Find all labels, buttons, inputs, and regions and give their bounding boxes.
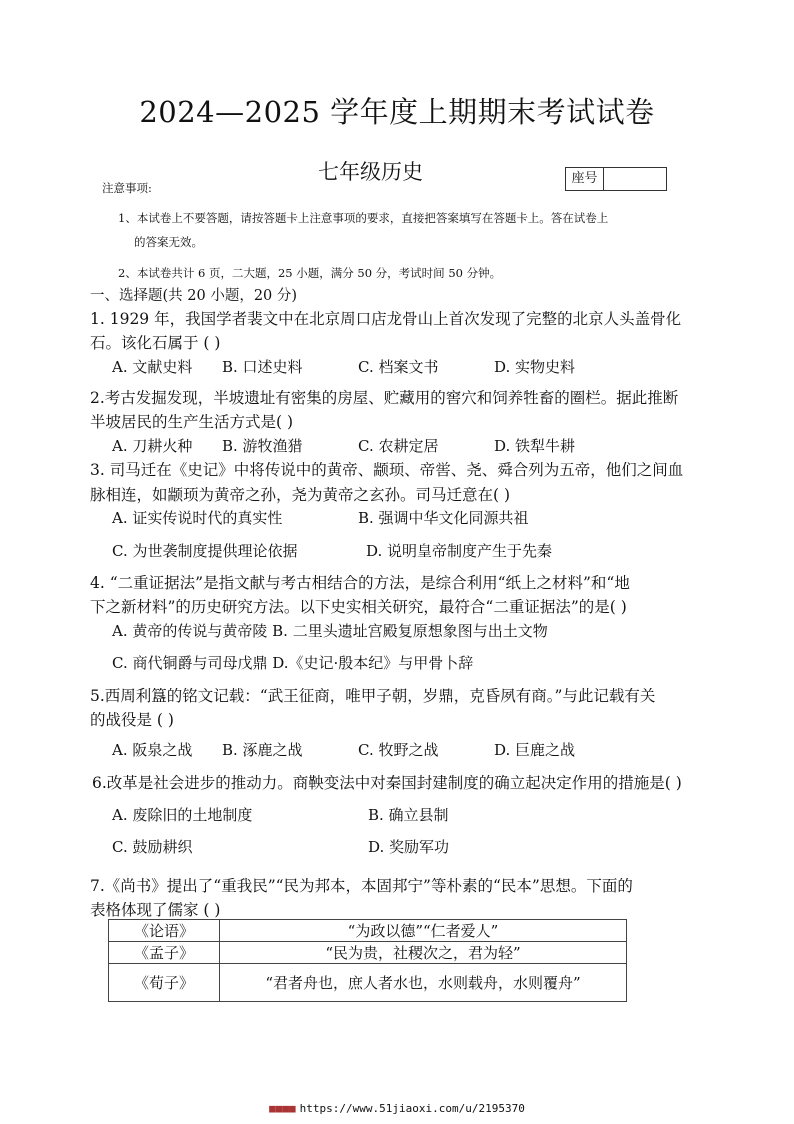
table-cell-book: 《孟子》: [109, 942, 220, 964]
question-4-stem: 4. “二重证据法”是指文献与考古相结合的方法，是综合利用“纸上之材料”和“地: [90, 574, 630, 592]
question-5-option-c: C. 牧野之战: [358, 741, 439, 759]
table-row: [109, 920, 627, 942]
question-2-stem: 2.考古发掘发现，半坡遗址有密集的房屋、贮藏用的窖穴和饲养牲畜的圈栏。据此推断: [90, 389, 679, 407]
table-row: [109, 942, 627, 964]
question-5-stem-cont: 的战役是 ( ): [90, 711, 174, 729]
question-6-option-b: B. 确立县制: [368, 806, 449, 824]
notice-heading: 注意事项:: [102, 181, 152, 195]
question-7-stem: 7.《尚书》提出了“重我民”“民为邦本，本固邦宁”等朴素的“民本”思想。下面的: [90, 877, 633, 895]
question-4-stem-cont: 下之新材料”的历史研究方法。以下史实相关研究，最符合“二重证据法”的是( ): [90, 598, 627, 616]
table-cell-book: 《荀子》: [109, 964, 220, 1002]
question-3-option-c: C. 为世袭制度提供理论依据: [112, 542, 298, 560]
exam-title: 2024—2025 学年度上期期末考试试卷: [139, 95, 655, 129]
seat-label: 座号: [566, 168, 604, 190]
question-2-option-a: A. 刀耕火种: [112, 437, 193, 455]
question-6-option-d: D. 奖励军功: [368, 838, 450, 856]
question-5-stem: 5.西周利簋的铭文记载：“武王征商，唯甲子朝，岁鼎，克昏夙有商。”与此记载有关: [90, 687, 656, 705]
question-4-options-cd: C. 商代铜爵与司母戊鼎 D.《史记·殷本纪》与甲骨卜辞: [112, 654, 474, 672]
question-2-option-c: C. 农耕定居: [358, 437, 439, 455]
footer-url-link[interactable]: https://www.51jiaoxi.com/u/2195370: [299, 1102, 525, 1115]
question-6-option-c: C. 鼓励耕织: [112, 838, 193, 856]
question-1-stem-cont: 石。该化石属于 ( ): [90, 334, 221, 352]
footer-watermark: [0, 1102, 794, 1115]
question-2-stem-cont: 半坡居民的生产生活方式是( ): [90, 413, 294, 431]
question-1-option-b: B. 口述史料: [222, 358, 303, 376]
table-cell-quote: “为政以德”“仁者爱人”: [220, 920, 627, 942]
notice-item-1-cont: 的答案无效。: [134, 235, 203, 249]
question-1-option-c: C. 档案文书: [358, 358, 439, 376]
table-cell-quote: “君者舟也，庶人者水也，水则载舟，水则覆舟”: [220, 964, 627, 1002]
question-3-option-d: D. 说明皇帝制度产生于先秦: [366, 542, 553, 560]
question-2-option-d: D. 铁犁牛耕: [494, 437, 576, 455]
seat-number-box: [565, 167, 667, 191]
question-1-option-a: A. 文献史料: [112, 358, 193, 376]
question-3-option-b: B. 强调中华文化同源共祖: [358, 509, 529, 527]
section-heading: 一、选择题(共 20 小题，20 分): [90, 288, 298, 304]
question-1-option-d: D. 实物史料: [494, 358, 576, 376]
question-5-option-b: B. 涿鹿之战: [222, 741, 303, 759]
table-cell-quote: “民为贵，社稷次之，君为轻”: [220, 942, 627, 964]
question-4-options-ab: A. 黄帝的传说与黄帝陵 B. 二里头遗址宫殿复原想象图与出土文物: [112, 622, 548, 640]
question-3-stem: 3. 司马迁在《史记》中将传说中的黄帝、颛顼、帝喾、尧、舜合列为五帝，他们之间血: [90, 461, 684, 479]
question-6-option-a: A. 废除旧的土地制度: [112, 806, 253, 824]
question-3-stem-cont: 脉相连，如颛顼为黄帝之孙，尧为黄帝之玄孙。司马迁意在( ): [90, 486, 511, 504]
exam-subtitle: 七年级历史: [318, 160, 423, 184]
confucian-quotes-table: [108, 919, 627, 1002]
notice-item-1: 1、本试卷上不要答题，请按答题卡上注意事项的要求，直接把答案填写在答题卡上。答在试卷上: [118, 211, 609, 225]
footer-logo-mark: ■■■■: [269, 1102, 296, 1115]
question-7-stem-cont: 表格体现了儒家 ( ): [90, 901, 221, 919]
question-2-option-b: B. 游牧渔猎: [222, 437, 303, 455]
table-row: [109, 964, 627, 1002]
notice-item-2: 2、本试卷共计 6 页，二大题，25 小题，满分 50 分，考试时间 50 分钟。: [118, 266, 502, 280]
question-3-option-a: A. 证实传说时代的真实性: [112, 509, 283, 527]
table-cell-book: 《论语》: [109, 920, 220, 942]
seat-number-field[interactable]: [604, 168, 666, 190]
question-5-option-d: D. 巨鹿之战: [494, 741, 576, 759]
question-1-stem: 1. 1929 年，我国学者裴文中在北京周口店龙骨山上首次发现了完整的北京人头盖骨化: [90, 310, 682, 328]
question-6-stem: 6.改革是社会进步的推动力。商鞅变法中对秦国封建制度的确立起决定作用的措施是( ): [92, 774, 682, 792]
question-5-option-a: A. 阪泉之战: [112, 741, 193, 759]
